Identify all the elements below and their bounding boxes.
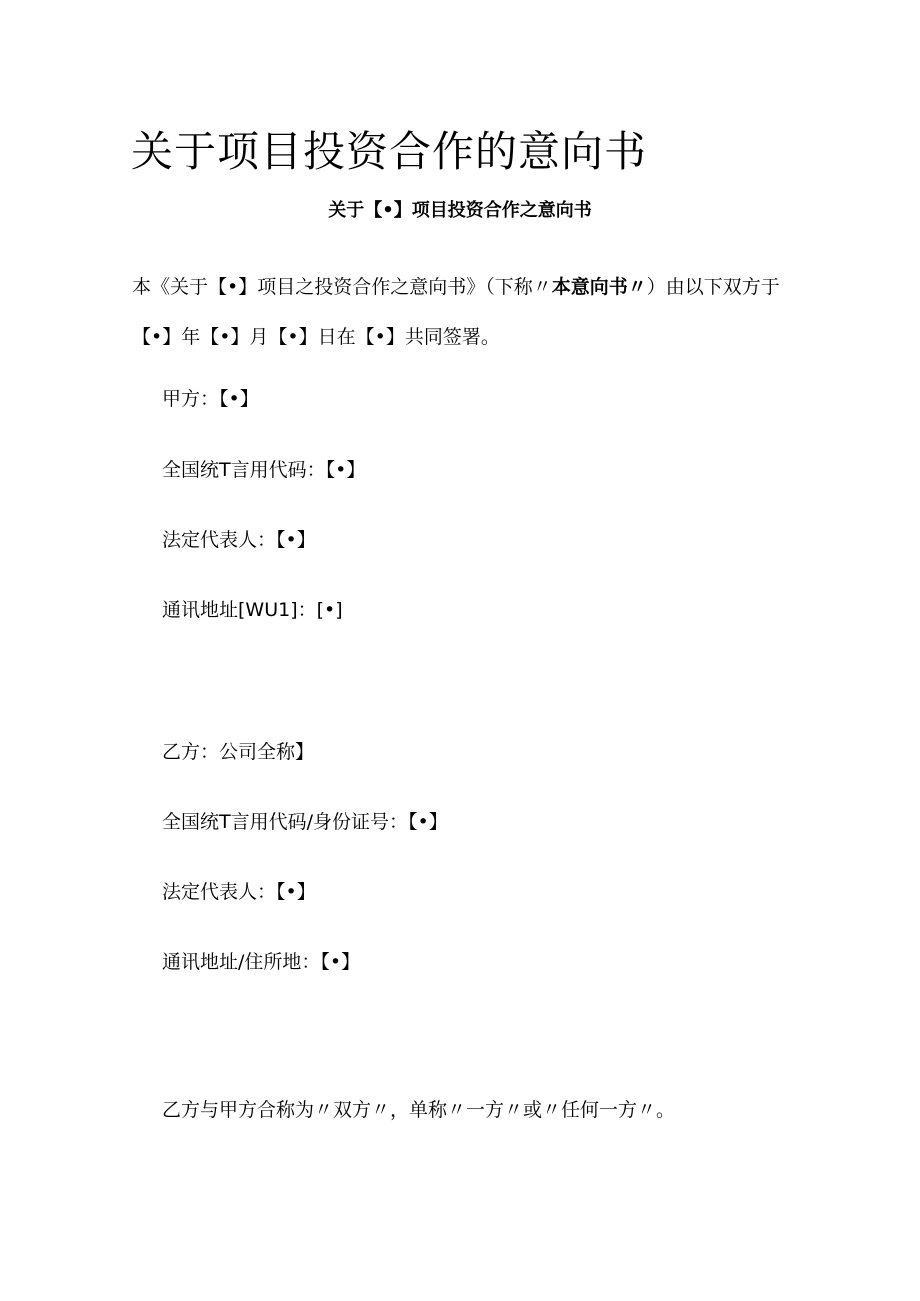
party-b-address: 通讯地址/住所地：【•】: [162, 951, 361, 973]
party-a-address: 通讯地址[WU1]：[•]: [162, 599, 343, 621]
intro-text-bold: 本意向书〃: [551, 276, 647, 298]
party-a-credit-code: 全国统T言用代码：【•】: [162, 459, 366, 481]
document-title: 关于项目投资合作的意向书: [131, 127, 648, 176]
intro-text-part2: ）由以下双方于【•】年【•】月【•】日在【•】共同签署。: [132, 276, 780, 348]
closing-paragraph: 乙方与甲方合称为〃双方〃，单称〃一方〃或〃任何一方〃。: [162, 1099, 676, 1121]
party-b-credit-code: 全国统T言用代码/身份证号：【•】: [162, 811, 448, 833]
party-a-legal-rep: 法定代表人：【•】: [162, 529, 316, 551]
party-b-legal-rep: 法定代表人：【•】: [162, 881, 316, 903]
party-b-name: 乙方：公司全称】: [162, 741, 315, 763]
intro-paragraph: [132, 262, 792, 362]
document-subtitle: 关于【•】项目投资合作之意向书: [328, 200, 592, 221]
intro-text-part1: 本《关于【•】项目之投资合作之意向书》（下称〃: [132, 276, 552, 298]
party-a-name: 甲方：【•】: [162, 388, 259, 410]
